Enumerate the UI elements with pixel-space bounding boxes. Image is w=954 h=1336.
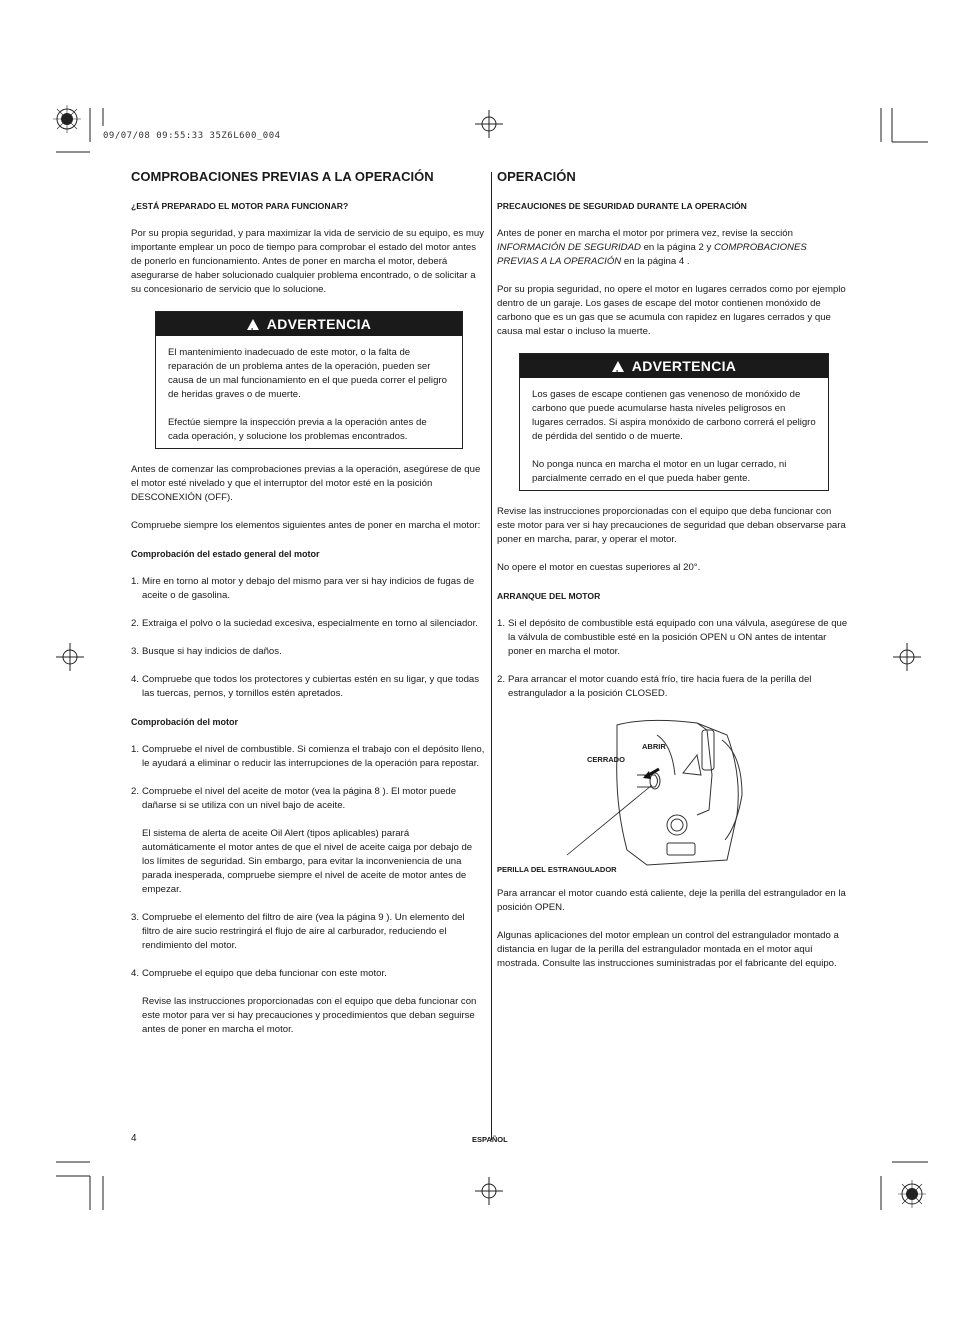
list-general-condition <box>131 575 485 701</box>
paragraph-always-check: Compruebe siempre los elementos siguientes antes de poner en marcha el motor: <box>131 520 481 531</box>
subtitle-general-condition: Comprobación del estado general del motor <box>131 549 320 559</box>
label-closed: CERRADO <box>587 755 625 764</box>
list-item: 2. Extraiga el polvo o la suciedad excesiva, especialmente en torno al silenciador. <box>131 618 478 629</box>
list-engine-check <box>131 743 485 1037</box>
subtitle-safety-precautions: PRECAUCIONES DE SEGURIDAD DURANTE LA OPERACIÓN <box>497 201 747 211</box>
warning-triangle-icon <box>247 319 259 330</box>
list-item: 2. Para arrancar el motor cuando está frío, tire hacia fuera de la perilla del estrangulador a la posición CLOSED. <box>497 674 812 699</box>
warning-text-2: Efectúe siempre la inspección previa a la operación antes de cada operación, y solucione los problemas encontrados. <box>168 417 427 442</box>
paragraph-remote-choke: Algunas aplicaciones del motor emplean un control del estrangulador montado a distancia en lugar de la perilla del estrangulador montada en el motor aquí mostrada. Consulte las instrucciones suministradas por el fabricante del equipo. <box>497 930 839 969</box>
warning-title: ADVERTENCIA <box>631 358 737 374</box>
warning-box-maintenance <box>155 311 463 449</box>
list-item: 4. Compruebe que todos los protectores y cubiertas estén en su ligar, y que todas las tuercas, pernos, y tornillos estén apretados. <box>131 674 480 699</box>
paragraph-warm-start: Para arrancar el motor cuando está caliente, deje la perilla del estrangulador en la posición OPEN. <box>497 888 846 913</box>
leader-line <box>567 785 652 855</box>
crosshair-right <box>893 643 921 671</box>
column-divider <box>491 172 492 1140</box>
sunburst-mark-bottom-right <box>898 1180 926 1208</box>
list-item: 4. Compruebe el equipo que deba funcionar con este motor. Revise las instrucciones proporcionadas con el equipo que deba funcionar con este motor para ver si hay precauciones y procedimientos que deban seguirse antes de poner en marcha el motor. <box>131 968 477 1035</box>
footer-language: ESPAÑOL <box>472 1135 508 1144</box>
warning-body <box>156 336 462 444</box>
sunburst-mark-top-left <box>53 105 81 133</box>
label-choke-knob: PERILLA DEL ESTRANGULADOR <box>497 865 617 874</box>
warning-title: ADVERTENCIA <box>266 316 372 332</box>
right-column <box>497 169 849 985</box>
list-item: 2. Compruebe el nivel del aceite de motor (vea la página 8 ). El motor puede dañarse si se utiliza con un nivel bajo de aceite. El sistema de alerta de aceite Oil Alert (tipos aplicables) parará automáticamente el motor antes de que el nivel de aceite caiga por debajo de los límites de seguridad. Sin embargo, para evitar la inconveniencia de una parada inesperada, compruebe siempre el nivel de aceite de motor antes de empezar. <box>131 786 473 895</box>
section-title-operation: OPERACIÓN <box>497 169 576 184</box>
warning-header <box>156 312 462 336</box>
warning-box-exhaust <box>519 353 829 491</box>
list-item: 1. Si el depósito de combustible está equipado con una válvula, asegúrese de que la válvula de combustible esté en la posición OPEN u ON antes de intentar poner en marcha el motor. <box>497 618 848 657</box>
crosshair-top <box>475 110 503 138</box>
warning-text-1: Los gases de escape contienen gas venenoso de monóxido de carbono que puede acumularse hasta niveles peligrosos en lugares cerrados. Si aspira monóxido de carbono correrá el peligro de pérdida del sentido o de muerte. <box>532 389 816 442</box>
warning-header <box>520 354 828 378</box>
left-column <box>131 169 485 1051</box>
crosshair-bottom <box>475 1177 503 1205</box>
label-open: ABRIR <box>642 742 666 751</box>
paragraph-equipment-instructions: Revise las instrucciones proporcionadas con el equipo que deba funcionar con este motor para ver si hay precauciones de seguridad que deban observarse para poner en marcha, parar, y operar el motor. <box>497 506 846 545</box>
print-stamp: 09/07/08 09:55:33 35Z6L600_004 <box>103 131 281 141</box>
warning-text-2: No ponga nunca en marcha el motor en un lugar cerrado, ni parcialmente cerrado en el que pueda haber gente. <box>532 459 787 484</box>
list-item: 1. Mire en torno al motor y debajo del mismo para ver si hay indicios de fugas de aceite o de gasolina. <box>131 576 475 601</box>
crosshair-left <box>56 643 84 671</box>
choke-figure <box>497 715 849 875</box>
list-item: 3. Busque si hay indicios de daños. <box>131 646 282 657</box>
warning-body <box>520 378 828 486</box>
list-item: 3. Compruebe el elemento del filtro de aire (vea la página 9 ). Un elemento del filtro de aire sucio restringirá el flujo de aire al carburador, reduciendo el rendimiento del motor. <box>131 912 465 951</box>
subtitle-engine-start: ARRANQUE DEL MOTOR <box>497 591 601 601</box>
paragraph-level-check: Antes de comenzar las comprobaciones previas a la operación, asegúrese de que el motor esté nivelado y que el interruptor del motor esté en la posición DESCONEXIÓN (OFF). <box>131 464 481 503</box>
paragraph-enclosed-areas: Por su propia seguridad, no opere el motor en lugares cerrados como por ejemplo dentro de un garaje. Los gases de escape del motor contienen monóxido de carbono que es un gas que se acumula con rapidez en lugares cerrados y que causa mal estar o incluso la muerte. <box>497 284 846 337</box>
warning-text-1: El mantenimiento inadecuado de este motor, o la falta de reparación de un problema antes de la operación, pueden ser causa de un mal funcionamiento en el que pueda correr el peligro de heridas graves o de muerte. <box>168 347 447 400</box>
warning-triangle-icon <box>612 361 624 372</box>
subtitle-engine-check: Comprobación del motor <box>131 717 239 727</box>
page-number: 4 <box>131 1133 137 1144</box>
subtitle-ready: ¿ESTÁ PREPARADO EL MOTOR PARA FUNCIONAR? <box>131 201 349 211</box>
list-item: 1. Compruebe el nivel de combustible. Si comienza el trabajo con el depósito lleno, le ayudará a eliminar o reducir las interrupciones de la operación para repostar. <box>131 744 485 769</box>
list-engine-start <box>497 617 849 701</box>
paragraph-slope: No opere el motor en cuestas superiores al 20°. <box>497 562 701 573</box>
choke-knob-illustration <box>497 715 849 875</box>
section-title-pre-operation: COMPROBACIONES PREVIAS A LA OPERACIÓN <box>131 169 434 184</box>
intro-paragraph: Por su propia seguridad, y para maximizar la vida de servicio de su equipo, es muy importante emplear un poco de tiempo para comprobar el estado del motor antes de ponerlo en funcionamiento. Antes de poner en marcha el motor, deberá asegurarse de haber solucionado cualquier problema encontrado, o de solicitar a su concesionario de servicio que lo solucione. <box>131 228 485 295</box>
paragraph-first-start: Antes de poner en marcha el motor por primera vez, revise la sección INFORMACIÓN DE SEGURIDAD en la página 2 y COMPROBACIONES PREVIAS A LA OPERACIÓN en la página 4 . <box>497 228 807 267</box>
